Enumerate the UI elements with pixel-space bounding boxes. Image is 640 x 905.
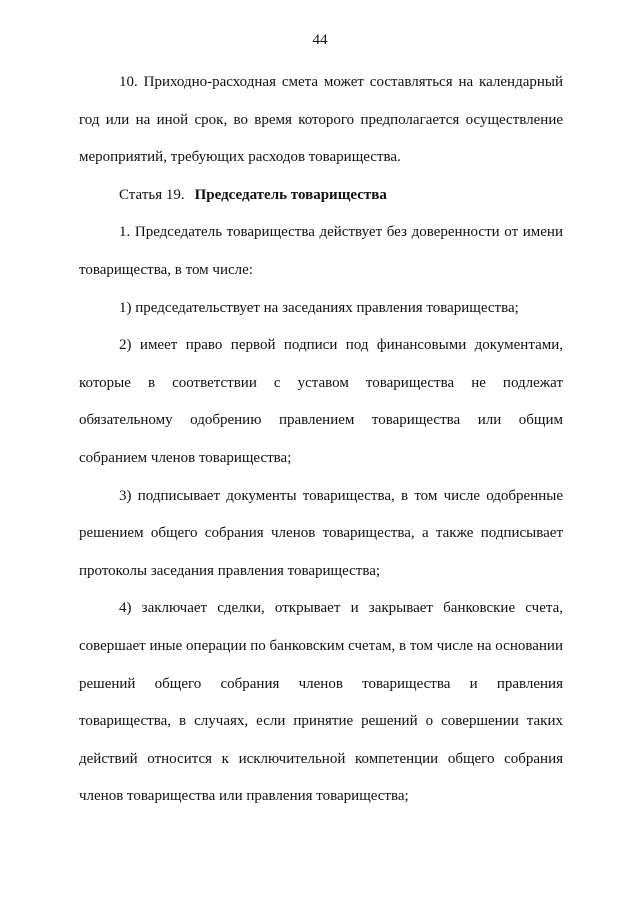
article-title: Председатель товарищества [194,186,387,203]
paragraph-chairman-powers: 1. Председатель товарищества действует без доверенности от имени товарищества, в том числе: [79,224,563,278]
article-heading [79,177,563,215]
body-text [79,64,563,816]
list-item-4: 4) заключает сделки, открывает и закрывает банковские счета, совершает иные операции по банковским счетам, в том числе на основании решений общего собрания членов товарищества и правления товарищества, в случаях, если принятие решений о совершении таких действий относится к исключительной компетенции общего собрания членов товарищества или правления товарищества; [79,600,563,805]
article-number: Статья 19. [119,186,185,203]
list-item-1: 1) председательствует на заседаниях правления товарищества; [119,299,519,316]
page-number: 44 [312,32,328,48]
list-item-3: 3) подписывает документы товарищества, в том числе одобренные решением общего собрания членов товарищества, а также подписывает протоколы заседания правления товарищества; [79,487,563,579]
paragraph-budget-estimate: 10. Приходно-расходная смета может составляться на календарный год или на иной срок, во время которого предполагается осуществление мероприятий, требующих расходов товарищества. [79,74,563,166]
list-item-2: 2) имеет право первой подписи под финансовыми документами, которые в соответствии с уставом товарищества не подлежат обязательному одобрению правлением товарищества или общим собранием членов товарищества; [79,337,563,466]
